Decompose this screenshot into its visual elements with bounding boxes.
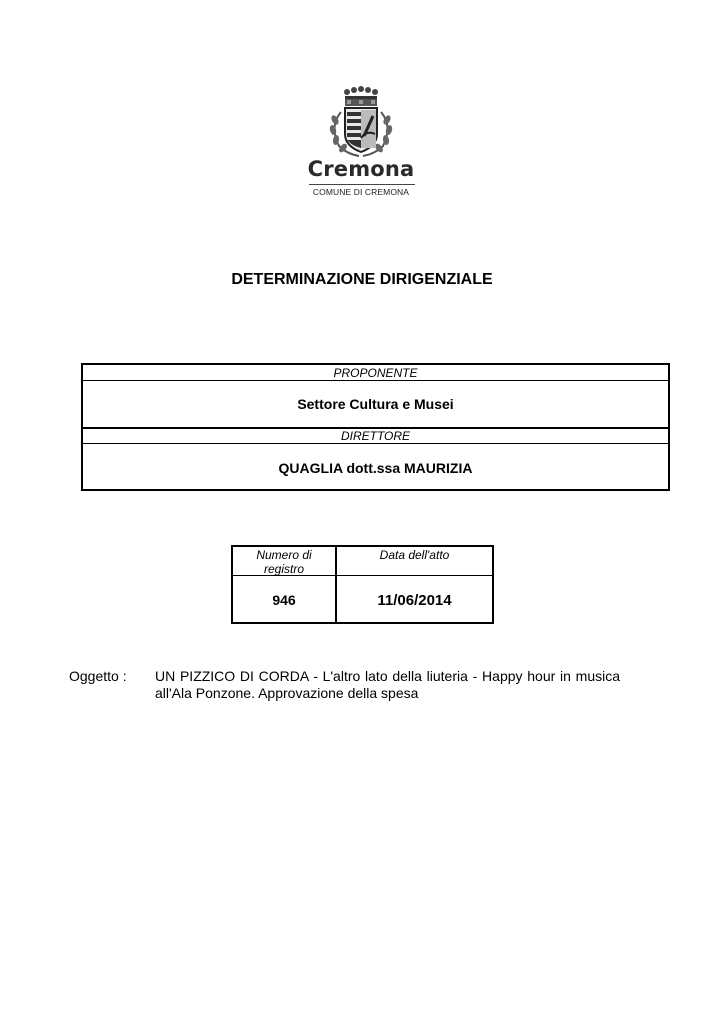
divider [83, 443, 668, 444]
direttore-label: DIRETTORE [340, 429, 411, 443]
registry-number-label: Numero di registro [256, 548, 312, 576]
divider [83, 380, 668, 381]
act-date-label: Data dell'atto [379, 548, 450, 562]
proponente-box [81, 363, 670, 491]
city-logo [303, 86, 419, 200]
direttore-value: QUAGLIA dott.ssa MAURIZIA [278, 460, 473, 476]
subject-label: Oggetto : [69, 668, 127, 684]
registry-table [231, 545, 494, 624]
proponente-value: Settore Cultura e Musei [297, 396, 454, 412]
logo-subtitle: COMUNE DI CREMONA [312, 187, 410, 197]
subject-text: UN PIZZICO DI CORDA - L'altro lato della liuteria - Happy hour in musica all'Ala Ponzone. Approvazione della spesa [155, 668, 620, 701]
registry-number-value: 946 [272, 592, 296, 608]
logo-divider [309, 184, 415, 185]
logo-wordmark: Cremona [307, 157, 415, 181]
document-title: DETERMINAZIONE DIRIGENZIALE [231, 271, 493, 288]
proponente-label: PROPONENTE [333, 366, 418, 380]
act-date-value: 11/06/2014 [377, 592, 452, 609]
coat-of-arms-icon [303, 86, 419, 158]
